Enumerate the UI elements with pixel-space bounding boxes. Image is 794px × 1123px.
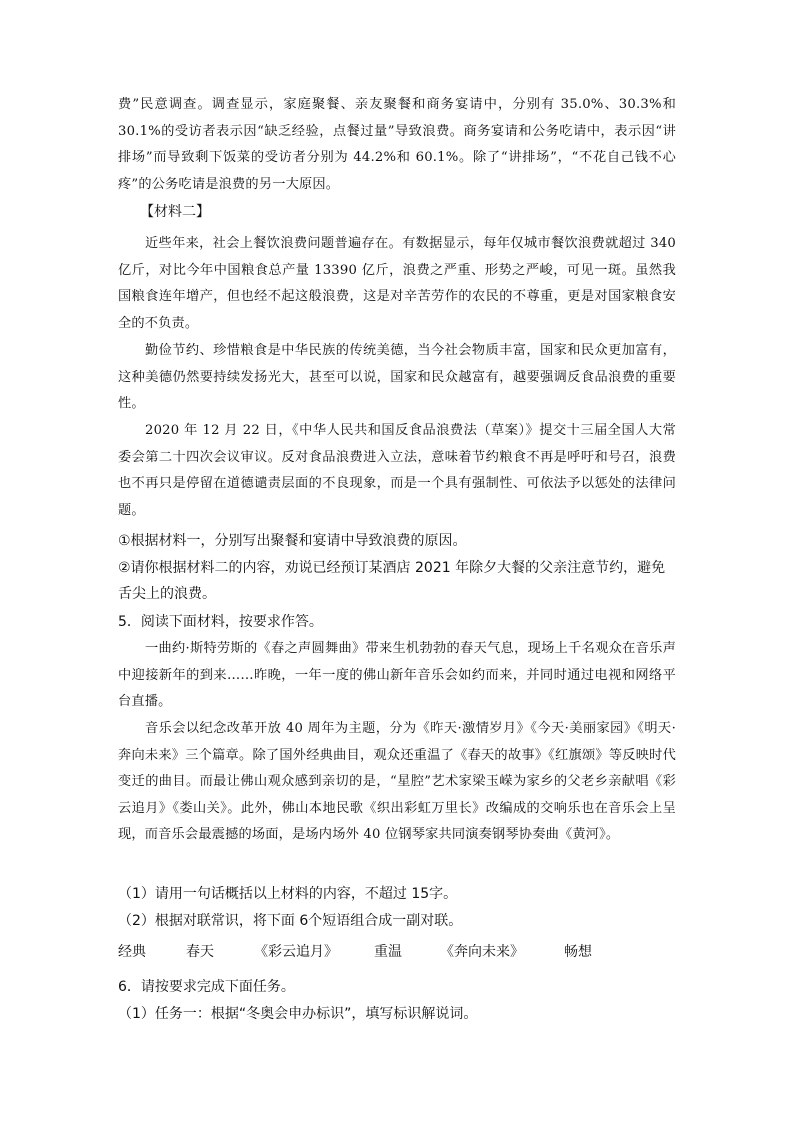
phrase-list xyxy=(118,939,678,965)
material2-paragraph-2: 勤俭节约、珍惜粮食是中华民族的传统美德，当今社会物质丰富，国家和民众更加富有，这种美德仍然要持续发扬光大，甚至可以说，国家和民众越富有，越要强调反食品浪费的重要性。 xyxy=(118,343,676,412)
question-5-paragraph-2: 音乐会以纪念改革开放 40 周年为主题，分为《昨天·激情岁月》《今天·美丽家园》《明天·奔向未来》三个篇章。除了国外经典曲目，观众还重温了《春天的故事》《红旗颂》等反映时代变迁的曲目。而最让佛山观众感到亲切的是，“星腔”艺术家梁玉嵘为家乡的父老乡亲献唱《彩云追月》《娄山关》。此外，佛山本地民歌《织出彩虹万里长》改编成的交响乐也在音乐会上呈现，而音乐会最震撼的场面，是场内场外 40 位钢琴家共同演奏钢琴协奏曲《黄河》。 xyxy=(118,721,676,843)
material2-paragraph-3: 2020 年 12 月 22 日，《中华人民共和国反食品浪费法（草案）》提交十三届全国人大常委会第二十四次会议审议。反对食品浪费进入立法，意味着节约粮食不再是呼吁和号召，浪费也不再只是停留在道德谴责层面的不良现象，而是一个具有强制性、可依法予以惩处的法律问题。 xyxy=(118,423,676,518)
material2-heading: 【材料二】 xyxy=(140,204,210,220)
phrase-item: 《奔向未来》 xyxy=(440,944,524,960)
question-6-sub-1: （1）任务一：根据“冬奥会申办标识”，填写标识解说词。 xyxy=(118,1006,478,1022)
question-5-paragraph-1: 一曲约·斯特劳斯的《春之声圆舞曲》带来生机勃勃的春天气息，现场上千名观众在音乐声中迎接新年的到来……昨晚，一年一度的佛山新年音乐会如约而来，并同时通过电视和网络平台直播。 xyxy=(118,641,676,710)
phrase-item: 经典 xyxy=(118,944,146,960)
phrase-item: 畅想 xyxy=(564,944,592,960)
question-6-title: 6．请按要求完成下面任务。 xyxy=(118,979,295,995)
question-2: ②请你根据材料二的内容，劝说已经预订某酒店 2021 年除夕大餐的父亲注意节约，避免舌尖上的浪费。 xyxy=(118,560,666,602)
question-1: ①根据材料一，分别写出聚餐和宴请中导致浪费的原因。 xyxy=(118,533,467,549)
phrase-item: 春天 xyxy=(186,944,214,960)
question-5-sub-1: （1）请用一句话概括以上材料的内容，不超过 15字。 xyxy=(118,886,458,902)
question-5-sub-2: （2）根据对联常识，将下面 6个短语组合成一副对联。 xyxy=(118,913,463,929)
question-5-title: 5．阅读下面材料，按要求作答。 xyxy=(118,614,323,630)
material2-paragraph-1: 近些年来，社会上餐饮浪费问题普遍存在。有数据显示，每年仅城市餐饮浪费就超过 340 亿斤，对比今年中国粮食总产量 13390 亿斤，浪费之严重、形势之严峻，可见一斑。虽然我国粮食连年增产，但也经不起这般浪费，这是对辛苦劳作的农民的不尊重，更是对国家粮食安全的不负责。 xyxy=(118,236,676,331)
material1-paragraph: 费”民意调查。调查显示，家庭聚餐、亲友聚餐和商务宴请中，分别有 35.0%、30.3%和 30.1%的受访者表示因“缺乏经验，点餐过量”导致浪费。商务宴请和公务吃请中，表示因“讲排场”而导致剩下饭菜的受访者分别为 44.2%和 60.1%。除了“讲排场”，“不花自己钱不心疼”的公务吃请是浪费的另一大原因。 xyxy=(118,97,676,192)
phrase-item: 重温 xyxy=(374,944,402,960)
phrase-item: 《彩云追月》 xyxy=(254,944,338,960)
